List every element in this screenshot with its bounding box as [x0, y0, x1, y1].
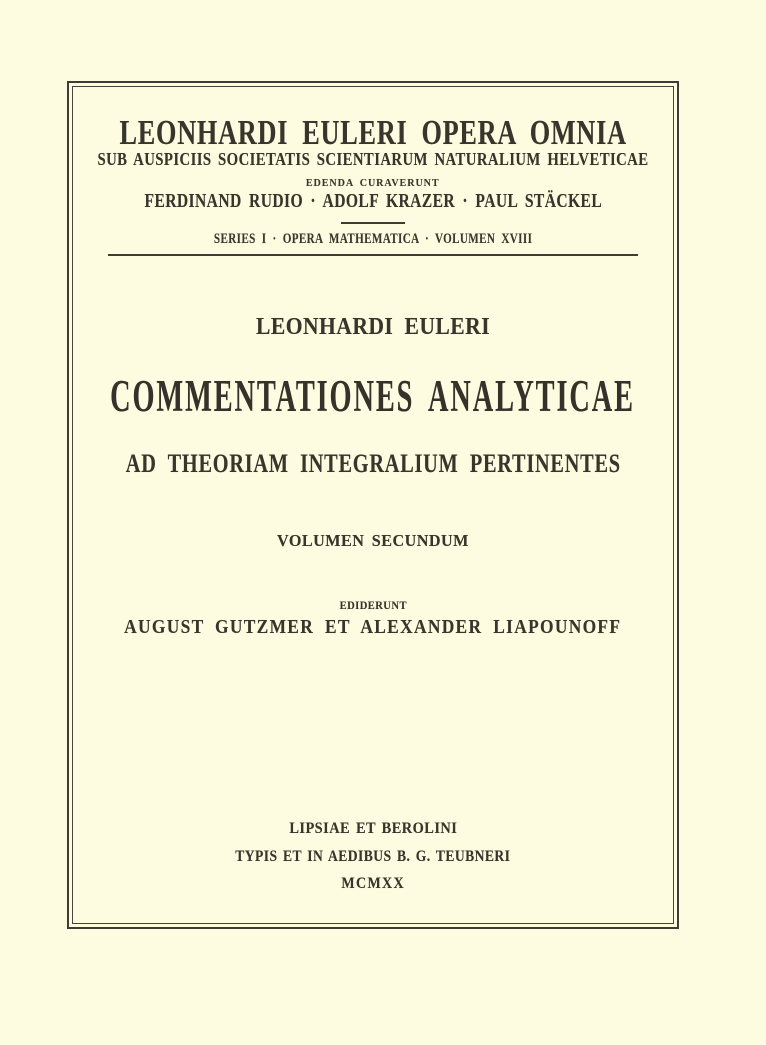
society-line: [69, 150, 677, 168]
ediderunt-label: [69, 599, 677, 611]
imprint-place-line: [69, 821, 677, 837]
imprint-place-text: LIPSIAE ET BEROLINI: [289, 820, 457, 837]
author-text: LEONHARDI EULERI: [255, 314, 491, 340]
series-volume-text: SERIES I · OPERA MATHEMATICA · VOLUMEN XVIII: [213, 231, 533, 247]
volume-line: [69, 532, 677, 549]
series-editors-text: FERDINAND RUDIO · ADOLF KRAZER · PAUL STÄCKEL: [144, 190, 602, 212]
divider-rule-short: [341, 222, 405, 224]
series-title-text: LEONHARDI EULERI OPERA OMNIA: [119, 113, 627, 152]
main-subtitle: [69, 451, 677, 477]
edenda-curaverunt-line: [69, 178, 677, 189]
series-volume-line: [69, 232, 677, 247]
volume-editors-line: [69, 617, 677, 637]
edenda-curaverunt-text: EDENDA CURAVERUNT: [306, 177, 440, 189]
main-title: [69, 371, 677, 421]
series-editors-line: [69, 191, 677, 211]
imprint-publisher-text: TYPIS ET IN AEDIBUS B. G. TEUBNERI: [235, 848, 511, 865]
main-subtitle-text: AD THEORIAM INTEGRALIUM PERTINENTES: [125, 449, 621, 478]
volume-text: VOLUMEN SECUNDUM: [277, 531, 469, 550]
divider-rule-long: [108, 254, 638, 256]
imprint-year-text: MCMXX: [341, 875, 405, 892]
author-line: [69, 315, 677, 339]
volume-editors-text: AUGUST GUTZMER ET ALEXANDER LIAPOUNOFF: [124, 616, 622, 638]
imprint-year-line: [69, 876, 677, 892]
society-line-text: SUB AUSPICIIS SOCIETATIS SCIENTIARUM NATURALIUM HELVETICAE: [97, 149, 649, 169]
ediderunt-text: EDIDERUNT: [339, 598, 407, 612]
series-title: [69, 115, 677, 150]
page-border-frame: [67, 81, 679, 929]
imprint-publisher-line: [69, 849, 677, 865]
main-title-text: COMMENTATIONES ANALYTICAE: [110, 371, 636, 421]
